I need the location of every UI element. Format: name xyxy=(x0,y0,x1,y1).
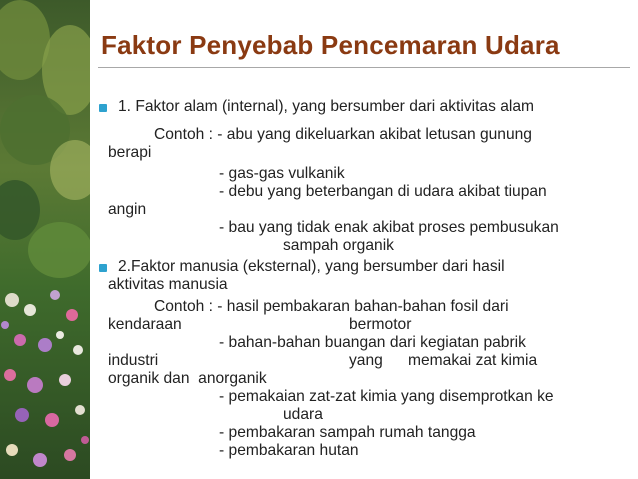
bullet-marker xyxy=(99,264,107,272)
bullet-heading: 2.Faktor manusia (eksternal), yang bersumber dari hasil xyxy=(118,258,505,275)
list-item: kendaraan xyxy=(108,316,182,333)
list-item: angin xyxy=(108,201,147,218)
list-item: Contoh : - hasil pembakaran bahan-bahan fosil dari xyxy=(154,298,509,315)
list-item: memakai zat kimia xyxy=(408,352,538,369)
bullet-heading-cont: aktivitas manusia xyxy=(108,276,228,293)
list-item: - pembakaran hutan xyxy=(219,442,359,459)
slide-title: Faktor Penyebab Pencemaran Udara xyxy=(101,30,560,60)
title-divider xyxy=(98,67,630,68)
list-item: - pemakaian zat-zat kimia yang disemprotkan ke xyxy=(219,388,554,405)
list-item: sampah organik xyxy=(283,237,394,254)
list-item: - bahan-bahan buangan dari kegiatan pabrik xyxy=(219,334,526,351)
list-item: udara xyxy=(283,406,323,423)
list-item: berapi xyxy=(108,144,152,161)
bullet-marker xyxy=(99,104,107,112)
list-item: yang xyxy=(349,352,383,369)
list-item: bermotor xyxy=(349,316,412,333)
list-item: - debu yang beterbangan di udara akibat tiupan xyxy=(219,183,547,200)
list-item: - bau yang tidak enak akibat proses pembusukan xyxy=(219,219,559,236)
list-item: Contoh : - abu yang dikeluarkan akibat letusan gunung xyxy=(154,126,532,143)
bullet-heading: 1. Faktor alam (internal), yang bersumber dari aktivitas alam xyxy=(118,98,534,115)
list-item: industri xyxy=(108,352,159,369)
list-item: - pembakaran sampah rumah tangga xyxy=(219,424,476,441)
list-item: organik dan anorganik xyxy=(108,370,267,387)
list-item: - gas-gas vulkanik xyxy=(219,165,345,182)
garden-flowers-image xyxy=(0,0,90,479)
